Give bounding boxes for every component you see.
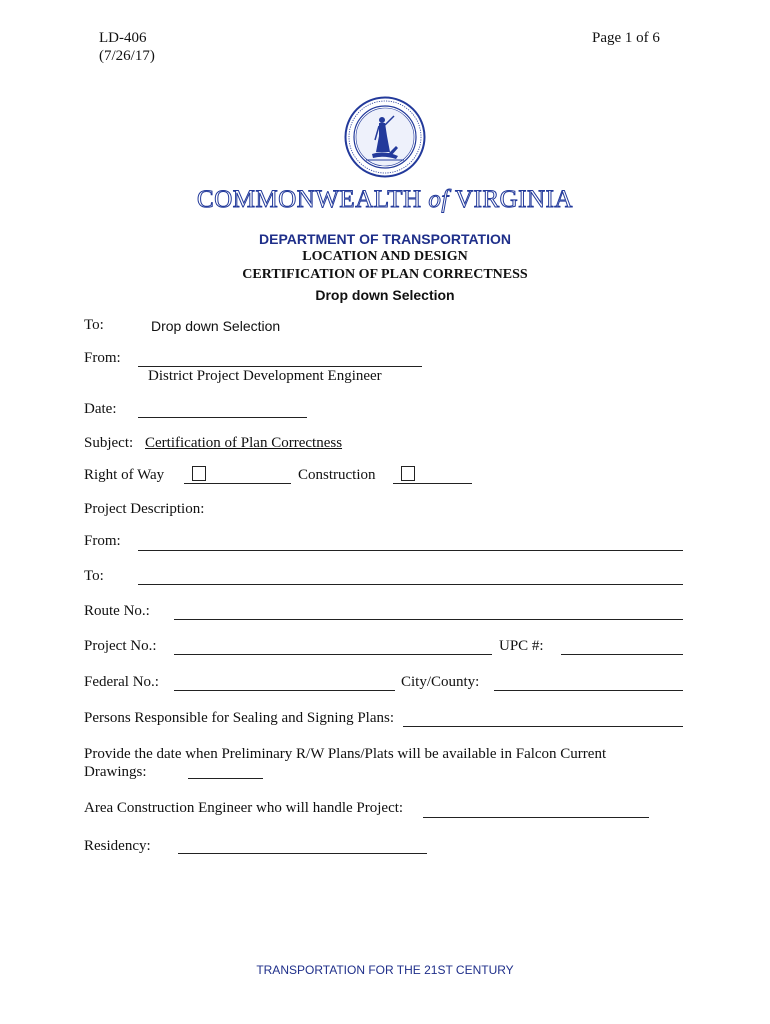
from-field[interactable] [138, 366, 422, 367]
description-from-label: From: [84, 533, 121, 549]
dropdown-heading[interactable]: Drop down Selection [315, 287, 455, 303]
subject-value: Certification of Plan Correctness [145, 435, 343, 451]
right-of-way-label: Right of Way [84, 467, 165, 483]
upc-field[interactable] [561, 654, 683, 655]
from-caption: District Project Development Engineer [148, 368, 382, 384]
construction-label: Construction [298, 467, 376, 483]
department-title: DEPARTMENT OF TRANSPORTATION [259, 231, 511, 247]
city-county-label: City/County: [401, 674, 480, 690]
federal-no-label: Federal No.: [84, 674, 159, 690]
wordmark-of: of [428, 186, 449, 213]
description-to-label: To: [84, 568, 104, 584]
residency-field[interactable] [178, 853, 427, 854]
description-to-field[interactable] [138, 584, 683, 585]
page-indicator: Page 1 of 6 [592, 30, 660, 46]
form-date: (7/26/17) [99, 48, 155, 64]
commonwealth-wordmark [0, 186, 770, 214]
footer-slogan: TRANSPORTATION FOR THE 21ST CENTURY [256, 963, 514, 977]
right-of-way-checkbox[interactable] [192, 466, 206, 481]
date-label: Date: [84, 401, 117, 417]
construction-line [393, 483, 472, 484]
falcon-date-label-line1: Provide the date when Preliminary R/W Plans/Plats will be available in Falcon Current [84, 746, 607, 762]
project-no-field[interactable] [174, 654, 492, 655]
date-field[interactable] [138, 417, 307, 418]
federal-no-field[interactable] [174, 690, 395, 691]
area-engineer-label: Area Construction Engineer who will handle Project: [84, 800, 404, 816]
subject-label: Subject: [84, 435, 134, 451]
falcon-date-field[interactable] [188, 778, 263, 779]
wordmark-main: COMMONWEALTH [197, 186, 422, 213]
falcon-date-label-line2: Drawings: [84, 764, 147, 780]
from-label: From: [84, 350, 121, 366]
to-dropdown[interactable]: Drop down Selection [151, 318, 281, 334]
area-engineer-field[interactable] [423, 817, 649, 818]
project-description-label: Project Description: [84, 501, 205, 517]
route-no-field[interactable] [174, 619, 683, 620]
residency-label: Residency: [84, 838, 151, 854]
document-title: CERTIFICATION OF PLAN CORRECTNESS [242, 267, 528, 282]
route-no-label: Route No.: [84, 603, 150, 619]
persons-responsible-field[interactable] [403, 726, 683, 727]
upc-label: UPC #: [499, 638, 544, 654]
virginia-seal-icon [344, 96, 426, 178]
description-from-field[interactable] [138, 550, 683, 551]
project-no-label: Project No.: [84, 638, 157, 654]
city-county-field[interactable] [494, 690, 683, 691]
wordmark-state: VIRGINIA [455, 186, 573, 213]
right-of-way-line [184, 483, 291, 484]
persons-responsible-label: Persons Responsible for Sealing and Signing Plans: [84, 710, 394, 726]
division-title: LOCATION AND DESIGN [302, 249, 468, 264]
to-label: To: [84, 317, 104, 333]
construction-checkbox[interactable] [401, 466, 415, 481]
form-number: LD-406 [99, 30, 147, 46]
